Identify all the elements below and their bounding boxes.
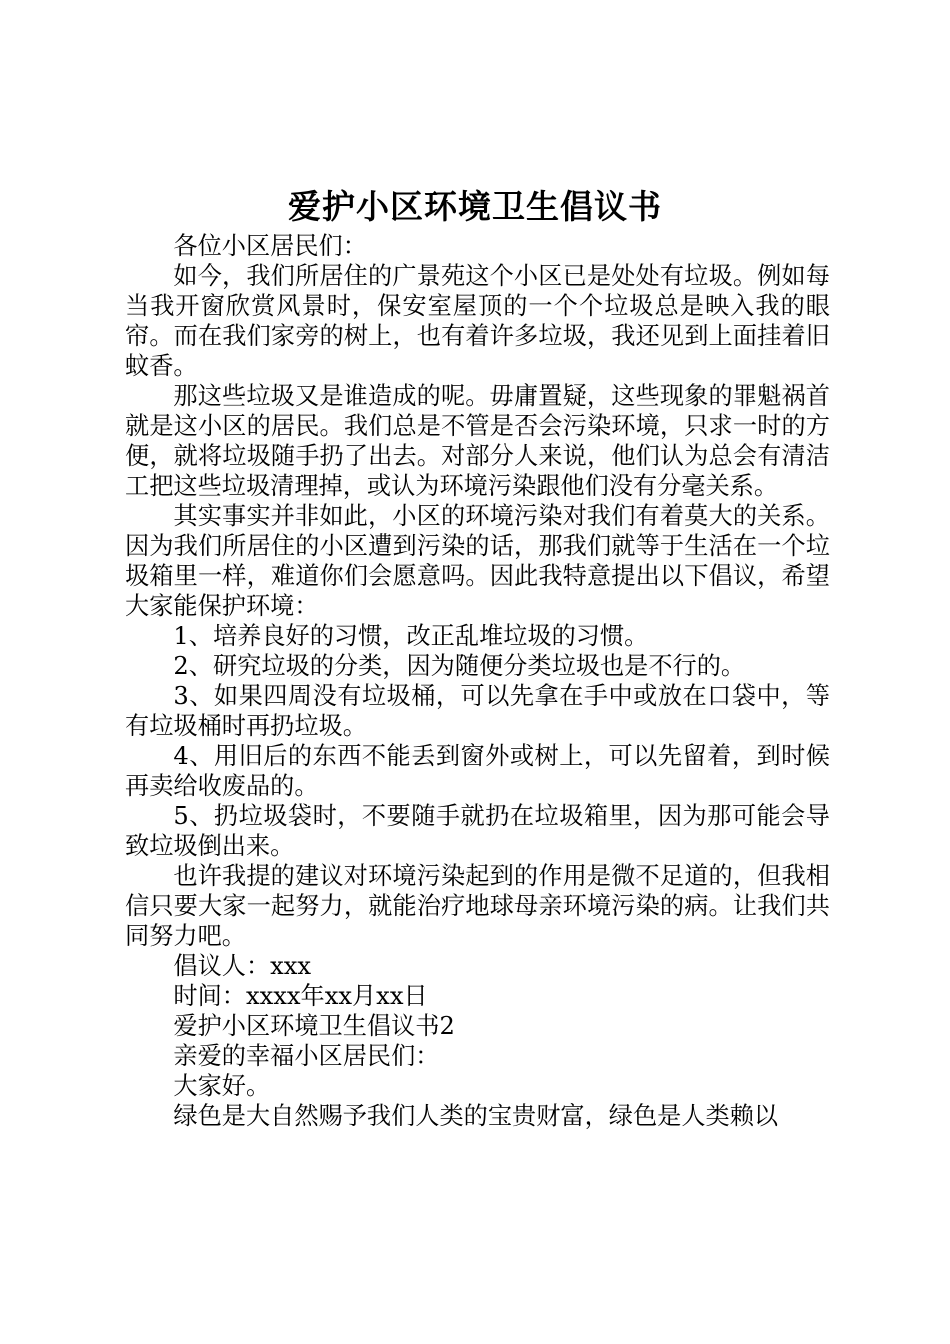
paragraph: 绿色是大自然赐予我们人类的宝贵财富，绿色是人类赖以 (173, 1102, 779, 1130)
salutation: 各位小区居民们： (173, 232, 367, 260)
list-item: 5、扔垃圾袋时，不要随手就扔在垃圾箱里，因为那可能会导致垃圾倒出来。 (125, 802, 830, 860)
section-heading: 爱护小区环境卫生倡议书2 (173, 1012, 455, 1040)
document-body (125, 231, 830, 1131)
paragraph: 也许我提的建议对环境污染起到的作用是微不足道的，但我相信只要大家一起努力，就能治疗地球母亲环境污染的病。让我们共同努力吧。 (125, 862, 830, 950)
paragraph: 那这些垃圾又是谁造成的呢。毋庸置疑，这些现象的罪魁祸首就是这小区的居民。我们总是不管是否会污染环境，只求一时的方便，就将垃圾随手扔了出去。对部分人来说，他们认为总会有清洁工把这些垃圾清理掉，或认为环境污染跟他们没有分毫关系。 (125, 382, 830, 500)
document-title: 爱护小区环境卫生倡议书 (288, 187, 662, 226)
paragraph: 其实事实并非如此，小区的环境污染对我们有着莫大的关系。因为我们所居住的小区遭到污染的话，那我们就等于生活在一个垃圾箱里一样，难道你们会愿意吗。因此我特意提出以下倡议，希望大家能保护环境： (125, 502, 830, 620)
signature-line: 倡议人：xxx (173, 952, 312, 980)
list-item: 2、研究垃圾的分类，因为随便分类垃圾也是不行的。 (173, 652, 746, 680)
paragraph: 如今，我们所居住的广景苑这个小区已是处处有垃圾。例如每当我开窗欣赏风景时，保安室屋顶的一个个垃圾总是映入我的眼帘。而在我们家旁的树上，也有着许多垃圾，我还见到上面挂着旧蚊香。 (125, 262, 830, 380)
list-item: 4、用旧后的东西不能丢到窗外或树上，可以先留着，到时候再卖给收废品的。 (125, 742, 830, 800)
greeting: 大家好。 (173, 1072, 271, 1100)
salutation: 亲爱的幸福小区居民们： (173, 1042, 440, 1070)
list-item: 3、如果四周没有垃圾桶，可以先拿在手中或放在口袋中，等有垃圾桶时再扔垃圾。 (125, 682, 830, 740)
list-item: 1、培养良好的习惯，改正乱堆垃圾的习惯。 (173, 622, 649, 650)
date-line: 时间：xxxx年xx月xx日 (173, 982, 428, 1010)
